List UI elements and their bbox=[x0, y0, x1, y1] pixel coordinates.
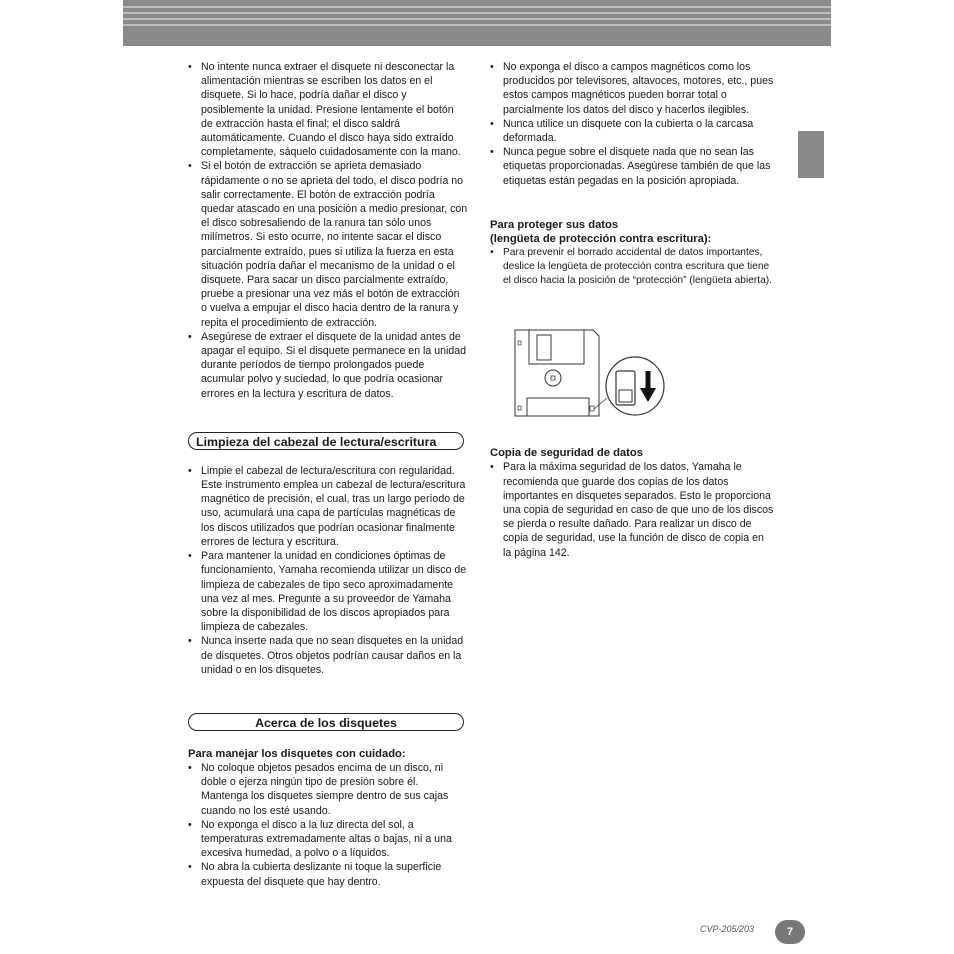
list-item: • Para la máxima seguridad de los datos, Yamaha le recomienda que guarde dos copias de los datos importantes en disquetes separados. Esto le proporciona una copia de seguridad en caso de que uno de los discos se pierda o resulte dañado. Para realizar un disco de copia de seguridad, use la función de disco de copia en la página 142. bbox=[490, 460, 775, 559]
model-name: CVP-205/203 bbox=[700, 924, 755, 934]
list-item: • Si el botón de extracción se aprieta demasiado rápidamente o no se aprieta del todo, el disco podría no salir correctamente. El botón de extracción podría quedar atascado en una posición a medio presionar, con el disco sobresaliendo de la ranura tan sólo unos milímetros. Si esto ocurre, no intente sacar el disco parcialmente extraído, pues si utiliza la fuerza en esta situación podría dañar el mecanismo de la unidad o el disquete. Para sacar un disco parcialmente extraído, pruebe a presionar una vez más el botón de extracción o vuelva a empujar el disco hacia dentro de la ranura y repita el procedimiento de extracción. bbox=[188, 159, 468, 329]
cleaning-bullet-list bbox=[188, 464, 468, 677]
floppy-disk-icon bbox=[515, 330, 599, 416]
backup-bullet-list bbox=[490, 460, 775, 559]
list-item: • No exponga el disco a campos magnéticos como los producidos por televisores, altavoces, motores, etc., pues estos campos magnéticos pueden borrar total o parcialmente los datos del disco y hacerlos ilegibles. bbox=[490, 60, 775, 117]
write-protect-tab-zoom bbox=[606, 357, 664, 415]
list-item: • Asegúrese de extraer el disquete de la unidad antes de apagar el equipo. Si el disquete permanece en la unidad durante períodos de tiempo prolongados puede acumular polvo y suciedad, lo que podría ocasionar errores en la lectura y escritura de datos. bbox=[188, 330, 468, 401]
list-item: • No coloque objetos pesados encima de un disco, ni doble o ejerza ningún tipo de presión sobre él. Mantenga los disquetes siempre dentro de sus cajas cuando no los esté usando. bbox=[188, 761, 468, 818]
list-item: • No intente nunca extraer el disquete ni desconectar la alimentación mientras se escriben los datos en el disquete. Si lo hace, podría dañar el disco y posiblemente la unidad. Presione lentamente el botón de extracción hasta el final; el disco saldrá automáticamente. Cuando el disco haya sido extraído completamente, sáquelo cuidadosamente con la mano. bbox=[188, 60, 468, 159]
section-title-disks: Acerca de los disquetes bbox=[188, 713, 464, 731]
header-bar bbox=[123, 0, 831, 46]
protect-subheading-line2: (lengüeta de protección contra escritura): bbox=[490, 232, 712, 245]
protect-bullet-list bbox=[490, 246, 775, 289]
list-item: • Limpie el cabezal de lectura/escritura con regularidad. Este instrumento emplea un cabezal de lectura/escritura magnético de precisión, el cual, tras un largo período de uso, acumulará una capa de partículas magnéticas de los discos utilizados que podrían ocasionar finalmente errores de lectura y escritura. bbox=[188, 464, 468, 549]
list-item: • Para mantener la unidad en condiciones óptimas de funcionamiento, Yamaha recomienda utilizar un disco de limpieza de cabezales de tipo seco aproximadamente una vez al mes. Pregunte a su proveedor de Yamaha sobre la disponibilidad de los discos apropiados para limpieza de cabezales. bbox=[188, 549, 468, 634]
list-item: • Nunca inserte nada que no sean disquetes en la unidad de disquetes. Otros objetos podrían causar daños en la unidad o en los disquetes. bbox=[188, 634, 468, 677]
floppy-disk-illustration bbox=[505, 328, 665, 423]
page-number-badge: 7 bbox=[775, 920, 805, 944]
intro-bullet-list bbox=[188, 60, 468, 401]
backup-subheading: Copia de seguridad de datos bbox=[490, 447, 643, 460]
handling-bullet-list bbox=[188, 761, 468, 889]
left-column bbox=[188, 60, 468, 889]
list-item: • Nunca utilice un disquete con la cubierta o la carcasa deformada. bbox=[490, 117, 775, 145]
protect-subheading-line1: Para proteger sus datos bbox=[490, 218, 619, 231]
list-item: • No exponga el disco a la luz directa del sol, a temperaturas extremadamente altas o bajas, ni a una excesiva humedad, a polvo o a líquidos. bbox=[188, 818, 468, 861]
chapter-side-tab bbox=[798, 131, 824, 178]
section-title-cleaning: Limpieza del cabezal de lectura/escritura bbox=[188, 432, 464, 450]
list-item: • Nunca pegue sobre el disquete nada que no sean las etiquetas proporcionadas. Asegúrese también de que las etiquetas están pegadas en la posición apropiada. bbox=[490, 145, 775, 188]
protect-subheading bbox=[490, 218, 775, 246]
list-item: • Para prevenir el borrado accidental de datos importantes, deslice la lengüeta de protección contra escritura que tiene el disco hacia la posición de “protección” (lengüeta abierta). bbox=[490, 246, 775, 289]
handling-subheading: Para manejar los disquetes con cuidado: bbox=[188, 747, 406, 760]
list-item: • No abra la cubierta deslizante ni toque la superficie expuesta del disquete que hay dentro. bbox=[188, 860, 468, 888]
magnetic-bullet-list bbox=[490, 60, 775, 188]
right-column bbox=[490, 60, 775, 560]
